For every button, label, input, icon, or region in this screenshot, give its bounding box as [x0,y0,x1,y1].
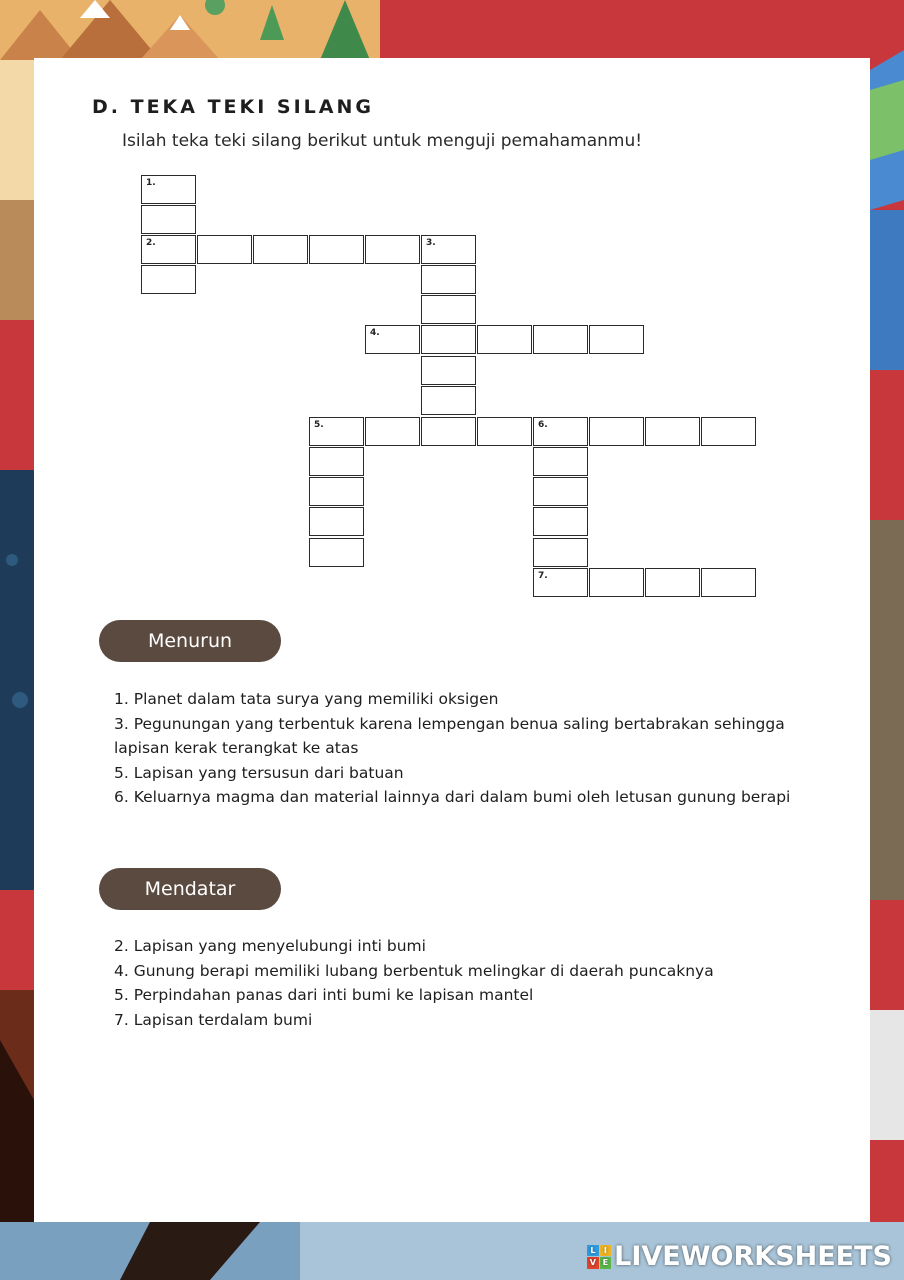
liveworksheets-watermark [587,1241,892,1272]
across-clue: 2. Lapisan yang menyelubungi inti bumi [114,937,426,955]
across-heading: Mendatar [99,868,281,910]
down-clue: 6. Keluarnya magma dan material lainnya dari dalam bumi oleh letusan gunung berapi [114,788,791,806]
crossword-cell[interactable] [141,175,196,204]
clue-number: 1. [146,178,156,188]
clue-number: 7. [538,571,548,581]
crossword-cell[interactable] [421,325,476,354]
across-clue: 5. Perpindahan panas dari inti bumi ke lapisan mantel [114,986,534,1004]
crossword-cell[interactable] [421,265,476,294]
down-clue: 5. Lapisan yang tersusun dari batuan [114,763,404,782]
crossword-cell[interactable] [589,325,644,354]
clue-number: 2. [146,238,156,248]
crossword-cell[interactable] [589,568,644,597]
crossword-cell[interactable] [533,447,588,476]
crossword-cell[interactable] [645,568,700,597]
crossword-cell[interactable] [701,417,756,446]
crossword-cell[interactable] [309,235,364,264]
crossword-cell[interactable] [533,568,588,597]
worksheet-page [34,58,870,1222]
crossword-cell[interactable] [589,417,644,446]
crossword-cell[interactable] [141,235,196,264]
crossword-cell[interactable] [477,417,532,446]
crossword-cell[interactable] [421,417,476,446]
across-clue: 7. Lapisan terdalam bumi [114,1010,313,1029]
crossword-cell[interactable] [477,325,532,354]
crossword-cell[interactable] [309,477,364,506]
clue-number: 4. [370,328,380,338]
crossword-cell[interactable] [533,507,588,536]
crossword-cell[interactable] [197,235,252,264]
crossword-cell[interactable] [309,538,364,567]
crossword-cell[interactable] [421,386,476,415]
clue-number: 6. [538,420,548,430]
crossword-cell[interactable] [141,265,196,294]
crossword-cell[interactable] [309,417,364,446]
crossword-cell[interactable] [141,205,196,234]
crossword-cell[interactable] [365,325,420,354]
down-clues-list [114,687,814,810]
clue-number: 3. [426,238,436,248]
crossword-cell[interactable] [421,235,476,264]
across-clue: 4. Gunung berapi memiliki lubang berbentuk melingkar di daerah puncaknya [114,961,714,980]
crossword-cell[interactable] [533,477,588,506]
down-heading: Menurun [99,620,281,662]
liveworksheets-logo-icon: L I V E [587,1245,611,1269]
section-title: D. TEKA TEKI SILANG [92,96,374,118]
crossword-cell[interactable] [421,295,476,324]
crossword-cell[interactable] [701,568,756,597]
down-clue: 3. Pegunungan yang terbentuk karena lempengan benua saling bertabrakan sehingga lapisan kerak terangkat ke atas [114,714,785,757]
crossword-cell[interactable] [365,235,420,264]
instruction-text: Isilah teka teki silang berikut untuk menguji pemahamanmu! [122,131,643,151]
crossword-cell[interactable] [533,325,588,354]
crossword-cell[interactable] [645,417,700,446]
crossword-cell[interactable] [533,417,588,446]
watermark-text: LIVEWORKSHEETS [614,1241,892,1272]
across-clues-list [114,934,814,1032]
crossword-cell[interactable] [533,538,588,567]
crossword-cell[interactable] [309,507,364,536]
crossword-cell[interactable] [421,356,476,385]
down-clue: 1. Planet dalam tata surya yang memiliki oksigen [114,690,499,708]
crossword-cell[interactable] [309,447,364,476]
crossword-cell[interactable] [365,417,420,446]
crossword-cell[interactable] [253,235,308,264]
clue-number: 5. [314,420,324,430]
